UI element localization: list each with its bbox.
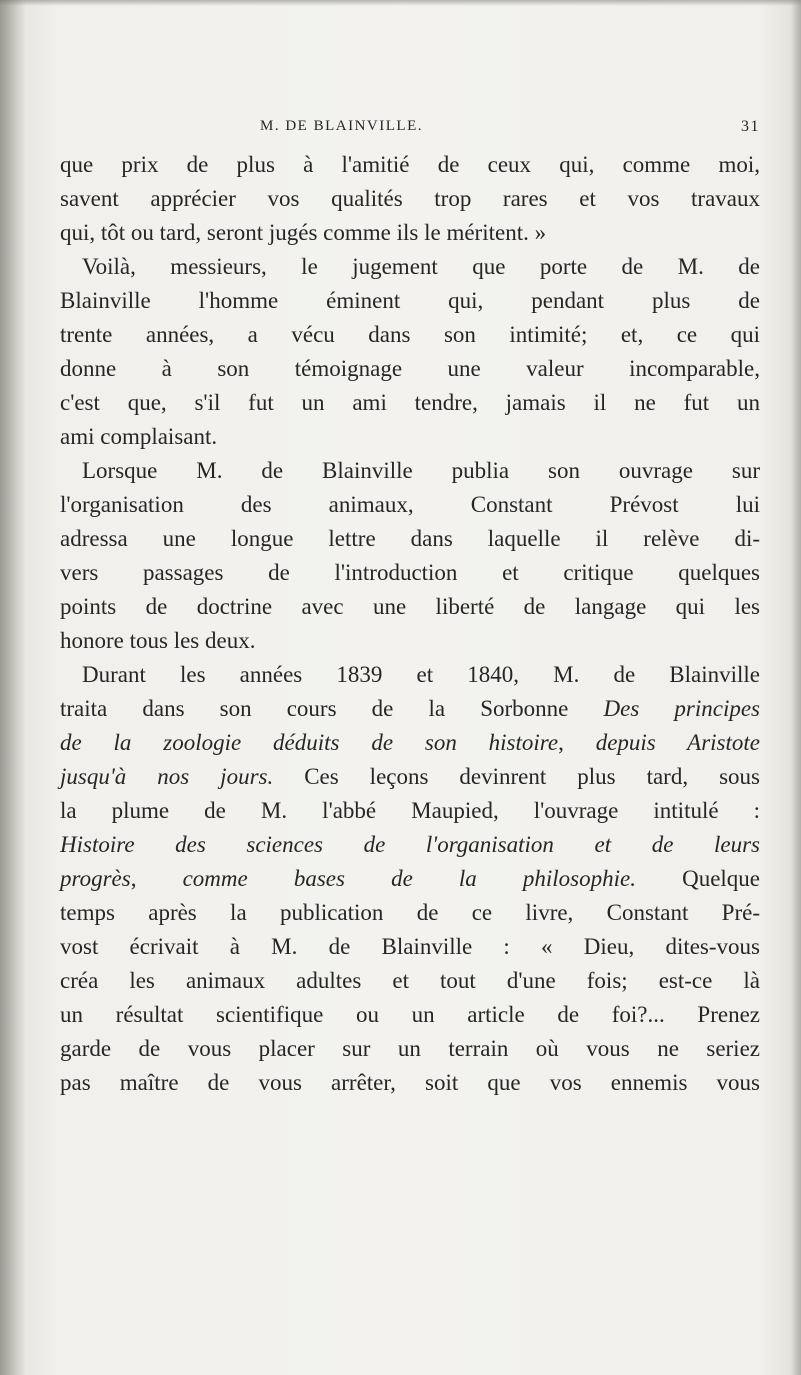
- text-line: [60, 318, 760, 352]
- text-segment: Voilà, messieurs, le jugement que porte de M. de: [82, 254, 760, 279]
- text-segment: points de doctrine avec une liberté de langage qui les: [60, 594, 760, 619]
- text-line: [60, 420, 760, 454]
- italic-text: de la zoologie déduits de son histoire: [60, 730, 559, 755]
- text-segment: donne à son témoignage une valeur incomparable,: [60, 356, 760, 381]
- text-line: [60, 148, 760, 182]
- running-head: [60, 118, 760, 144]
- page-number: 31: [741, 118, 760, 135]
- text-segment: la plume de M. l'abbé Maupied, l'ouvrage intitulé :: [60, 798, 760, 823]
- text-segment: Lorsque M. de Blainville publia son ouvrage sur: [82, 458, 760, 483]
- text-line: [60, 658, 760, 692]
- text-segment: ami complaisant.: [60, 424, 218, 449]
- text-line: [60, 352, 760, 386]
- text-line: [60, 964, 760, 998]
- text-line: [60, 624, 760, 658]
- text-line: [60, 828, 760, 862]
- italic-text: depuis Aristote: [595, 730, 760, 755]
- text-line: [60, 454, 760, 488]
- text-line: [60, 1032, 760, 1066]
- text-segment: c'est que, s'il fut un ami tendre, jamais il ne fut un: [60, 390, 760, 415]
- text-segment: vers passages de l'introduction et critique quelques: [60, 560, 760, 585]
- text-segment: Durant les années 1839 et 1840, M. de Blainville: [82, 662, 760, 687]
- text-segment: Quelque: [635, 866, 760, 891]
- body-text: [60, 148, 760, 1100]
- text-segment: adressa une longue lettre dans laquelle il relève di-: [60, 526, 760, 551]
- text-line: [60, 284, 760, 318]
- text-segment: temps après la publication de ce livre, Constant Pré-: [60, 900, 760, 925]
- text-line: [60, 522, 760, 556]
- italic-text: progrès: [60, 866, 131, 891]
- text-line: [60, 182, 760, 216]
- text-line: [60, 760, 760, 794]
- italic-text: comme bases de la philosophie.: [182, 866, 636, 891]
- text-segment: vost écrivait à M. de Blainville : « Dieu, dites-vous: [60, 934, 760, 959]
- text-line: [60, 862, 760, 896]
- text-line: [60, 590, 760, 624]
- running-title: M. DE BLAINVILLE.: [260, 118, 423, 134]
- text-line: [60, 386, 760, 420]
- text-segment: l'organisation des animaux, Constant Prévost lui: [60, 492, 760, 517]
- text-segment: honore tous les deux.: [60, 628, 256, 653]
- text-segment: pas maître de vous arrêter, soit que vos ennemis vous: [60, 1070, 760, 1095]
- italic-text: Des principes: [603, 696, 760, 721]
- page-right-edge: [791, 0, 801, 1375]
- text-line: [60, 930, 760, 964]
- italic-text: Histoire des sciences de l'organisation et de leurs: [60, 832, 760, 857]
- text-segment: ,: [130, 866, 183, 891]
- text-segment: un résultat scientifique ou un article de foi?... Prenez: [60, 1002, 760, 1027]
- text-line: [60, 556, 760, 590]
- text-segment: garde de vous placer sur un terrain où vous ne seriez: [60, 1036, 760, 1061]
- text-segment: traita dans son cours de la Sorbonne: [60, 696, 604, 721]
- text-segment: savent apprécier vos qualités trop rares et vos travaux: [60, 186, 760, 211]
- text-segment: trente années, a vécu dans son intimité; et, ce qui: [60, 322, 760, 347]
- page-top-edge: [0, 0, 801, 6]
- text-segment: que prix de plus à l'amitié de ceux qui, comme moi,: [60, 152, 760, 177]
- text-line: [60, 726, 760, 760]
- text-line: [60, 250, 760, 284]
- text-line: [60, 998, 760, 1032]
- text-line: [60, 1066, 760, 1100]
- text-line: [60, 896, 760, 930]
- text-segment: créa les animaux adultes et tout d'une fois; est-ce là: [60, 968, 760, 993]
- italic-text: jusqu'à nos jours.: [60, 764, 274, 789]
- text-line: [60, 216, 760, 250]
- binding-shadow: [0, 0, 26, 1375]
- text-segment: Blainville l'homme éminent qui, pendant plus de: [60, 288, 760, 313]
- text-segment: Ces leçons devinrent plus tard, sous: [273, 764, 760, 789]
- text-line: [60, 488, 760, 522]
- text-line: [60, 692, 760, 726]
- text-line: [60, 794, 760, 828]
- text-segment: qui, tôt ou tard, seront jugés comme ils le méritent. »: [60, 220, 547, 245]
- text-segment: ,: [558, 730, 596, 755]
